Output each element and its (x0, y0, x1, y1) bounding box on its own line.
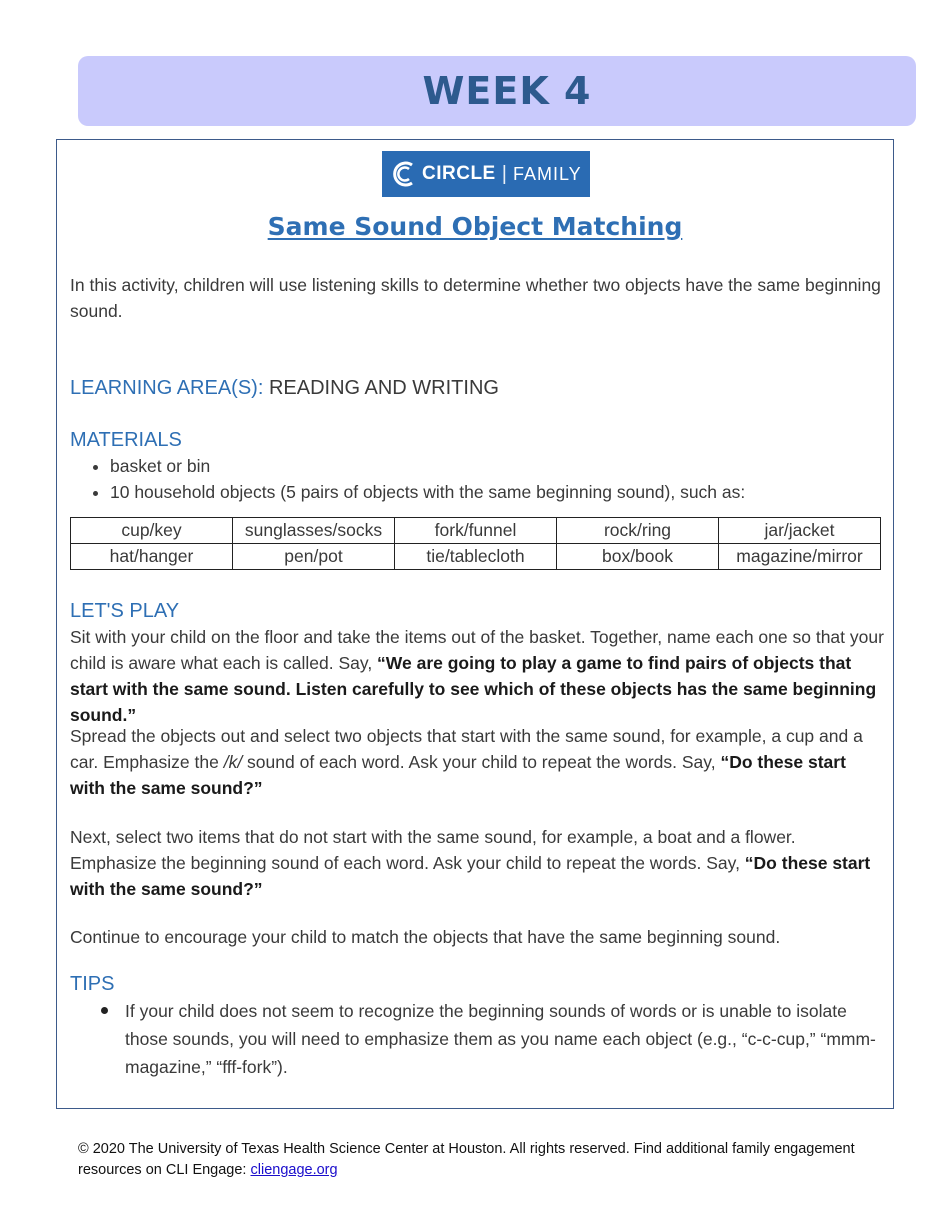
paragraph-text: Sit with your child on the floor and take the items out of the basket. Together, name each one so that your child is aware what each is called. Say, (70, 627, 884, 673)
learning-area-value: READING AND WRITING (263, 377, 499, 399)
activity-intro: In this activity, children will use listening skills to determine whether two objects have the same beginning sound. (70, 275, 881, 321)
table-row (71, 544, 881, 570)
logo-family: FAMILY (512, 163, 582, 184)
table-cell: cup/key (71, 518, 233, 544)
table-cell: rock/ring (557, 518, 719, 544)
table-cell: hat/hanger (71, 544, 233, 570)
table-cell: box/book (557, 544, 719, 570)
table-cell: pen/pot (233, 544, 395, 570)
week-banner (78, 56, 916, 126)
table-cell: tie/tablecloth (395, 544, 557, 570)
paragraph-text: sound of each word. Ask your child to repeat the words. Say, (242, 752, 721, 772)
materials-item: • basket or bin (110, 453, 885, 479)
lets-play-paragraph-2 (70, 723, 885, 801)
week-title: WEEK 4 (422, 69, 592, 113)
logo-separator: | (501, 162, 507, 185)
objects-table (70, 517, 881, 570)
sound-notation: /k/ (223, 752, 243, 772)
table-cell: jar/jacket (719, 518, 881, 544)
tips-list (70, 997, 885, 1081)
quote-text: “Do these start with the same sound?” (70, 752, 846, 798)
materials-item: • 10 household objects (5 pairs of objects with the same beginning sound), such as: (110, 479, 885, 505)
circle-family-logo (382, 151, 590, 197)
lets-play-paragraph-3 (70, 824, 885, 902)
footer (78, 1139, 878, 1181)
lets-play-heading: LET'S PLAY (70, 600, 180, 622)
circle-logo-icon (390, 159, 420, 189)
materials-list (70, 453, 885, 505)
activity-card (56, 139, 894, 1109)
quote-text: “Do these start with the same sound?” (70, 853, 871, 899)
paragraph-text: Next, select two items that do not start with the same sound, for example, a boat and a flower. Emphasize the beginning sound of each word. Ask your child to repeat the words. Say, (70, 827, 796, 873)
learning-area-label: LEARNING AREA(S): (70, 377, 264, 399)
learning-area-heading (70, 375, 885, 401)
logo-word: CIRCLE (422, 163, 496, 184)
table-cell: fork/funnel (395, 518, 557, 544)
footer-text: © 2020 The University of Texas Health Science Center at Houston. All rights reserved. Find additional family engagement resources on CLI Engage: (78, 1141, 855, 1178)
activity-title: Same Sound Object Matching (267, 212, 683, 241)
materials-heading: MATERIALS (70, 429, 182, 451)
table-row (71, 518, 881, 544)
lets-play-paragraph-4: Continue to encourage your child to match the objects that have the same beginning sound. (70, 927, 781, 947)
tips-item: If your child does not seem to recognize the beginning sounds of words or is unable to isolate those sounds, you will need to emphasize them as you name each object (e.g., “c-c-cup,” “mmm-magazine,” “fff-fork”). (125, 997, 885, 1081)
table-cell: magazine/mirror (719, 544, 881, 570)
table-cell: sunglasses/socks (233, 518, 395, 544)
quote-text: “We are going to play a game to find pairs of objects that start with the same sound. Listen carefully to see which of these objects has the same beginning sound.” (70, 653, 877, 725)
cliengage-link[interactable]: cliengage.org (250, 1162, 338, 1178)
paragraph-text: Spread the objects out and select two objects that start with the same sound, for example, a cup and a car. Emphasize the (70, 726, 863, 772)
tips-heading: TIPS (70, 973, 115, 995)
lets-play-paragraph-1 (70, 624, 885, 728)
